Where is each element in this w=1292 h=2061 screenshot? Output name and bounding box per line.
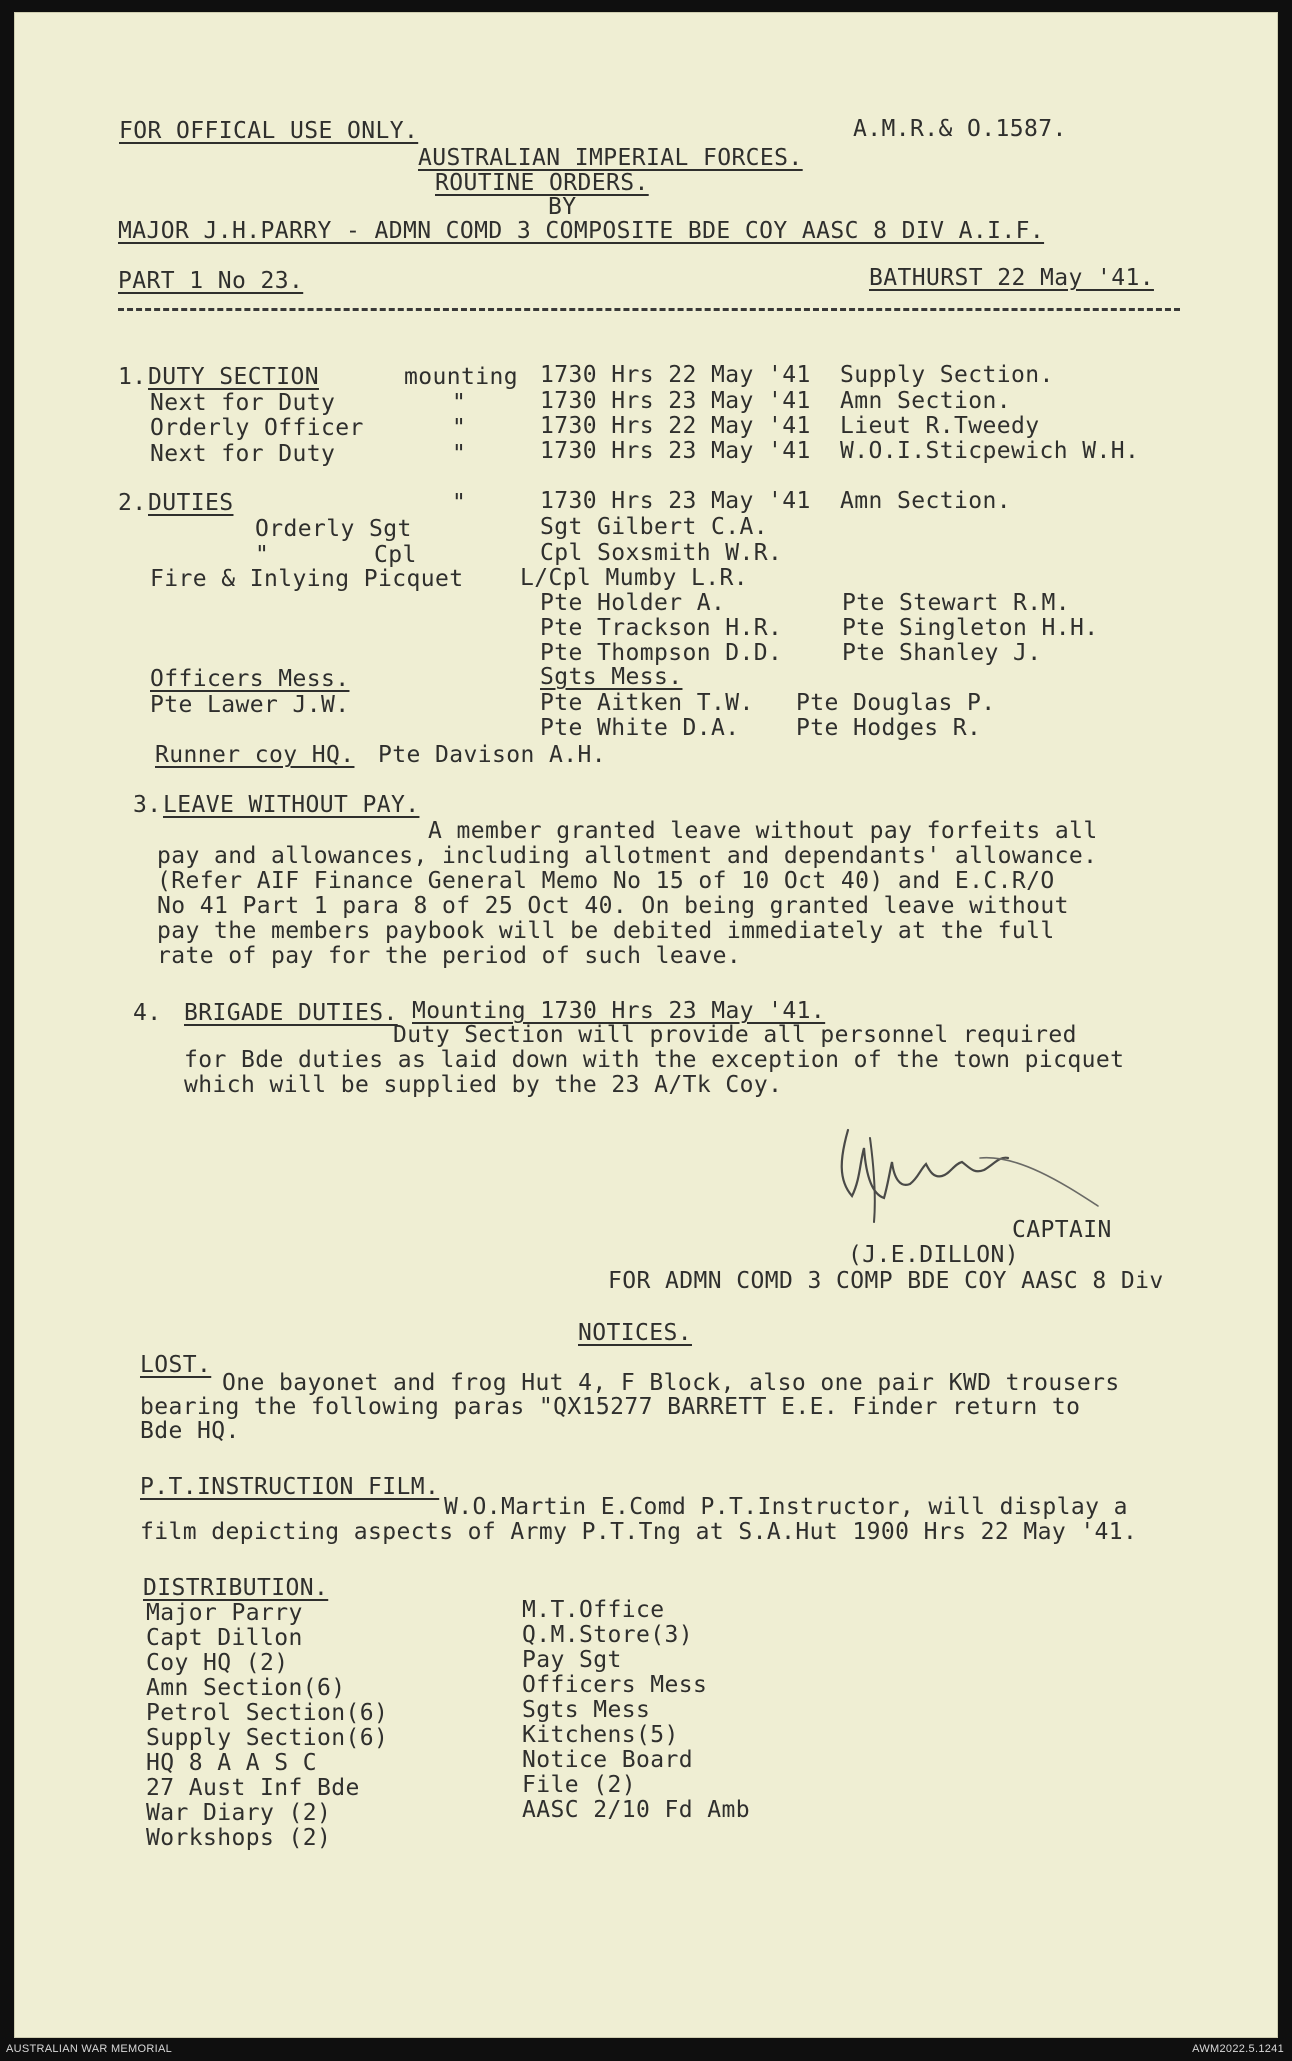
picquet-member: Pte Stewart R.M. (842, 590, 1070, 616)
leave-line: No 41 Part 1 para 8 of 25 Oct 40. On being granted leave without (157, 893, 1069, 919)
issuer-line: MAJOR J.H.PARRY - ADMN COMD 3 COMPOSITE BDE COY AASC 8 DIV A.I.F. (118, 218, 1045, 244)
separator-line (118, 308, 1180, 311)
distribution-item: Petrol Section(6) (146, 1700, 389, 1726)
lost-heading: LOST. (140, 1352, 212, 1378)
title-routine-orders: ROUTINE ORDERS. (435, 170, 649, 196)
picquet-member: Pte Shanley J. (842, 640, 1042, 666)
distribution-item: Workshops (2) (146, 1825, 332, 1851)
sgts-mess-member: Pte White D.A. (540, 715, 740, 741)
official-use-heading: FOR OFFICAL USE ONLY. (119, 118, 419, 144)
sgts-mess-member: Pte Douglas P. (796, 690, 996, 716)
row-label: Orderly Officer (150, 415, 364, 441)
brigade-line: for Bde duties as laid down with the exception of the town picquet (184, 1047, 1125, 1073)
signatory-name: (J.E.DILLON) (848, 1242, 1019, 1268)
assignee: Supply Section. (840, 362, 1054, 388)
picquet-member: Pte Holder A. (540, 590, 726, 616)
picquet-label: Fire & Inlying Picquet (150, 566, 464, 592)
runner-label: Runner coy HQ. (155, 742, 355, 768)
distribution-item: 27 Aust Inf Bde (146, 1775, 360, 1801)
ditto: " (452, 415, 467, 441)
leave-line: pay and allowances, including allotment and dependants' allowance. (157, 843, 1098, 869)
brigade-line: which will be supplied by the 23 A/Tk Coy. (184, 1072, 783, 1098)
orderly-sgt-label: Orderly Sgt (255, 516, 412, 542)
assignee: Lieut R.Tweedy (840, 413, 1040, 439)
time: 1730 Hrs 22 May '41 (540, 362, 811, 388)
section-number: 3. (133, 792, 162, 818)
distribution-item: Supply Section(6) (146, 1725, 389, 1751)
sgts-mess-member: Pte Hodges R. (796, 715, 982, 741)
leave-line: pay the members paybook will be debited immediately at the full (157, 918, 1055, 944)
ditto: " (452, 490, 467, 516)
ditto: mounting (404, 364, 518, 390)
film-heading: P.T.INSTRUCTION FILM. (140, 1474, 440, 1500)
film-line: film depicting aspects of Army P.T.Tng at S.A.Hut 1900 Hrs 22 May '41. (140, 1519, 1138, 1545)
section-number: 2. (118, 490, 147, 516)
distribution-item: Coy HQ (2) (146, 1650, 289, 1676)
section-number: 1. (118, 364, 147, 390)
distribution-item: M.T.Office (522, 1597, 665, 1623)
distribution-item: AASC 2/10 Fd Amb (522, 1797, 750, 1823)
distribution-item: Amn Section(6) (146, 1675, 346, 1701)
lost-line: bearing the following paras "QX15277 BARRETT E.E. Finder return to (140, 1394, 1081, 1420)
picquet-member: Pte Singleton H.H. (842, 615, 1099, 641)
row-label: Next for Duty (150, 441, 336, 467)
section-heading: BRIGADE DUTIES. (184, 1000, 398, 1026)
distribution-item: File (2) (522, 1772, 636, 1798)
cpl: Cpl Soxsmith W.R. (540, 540, 783, 566)
place-date: BATHURST 22 May '41. (869, 265, 1154, 291)
assignee: Amn Section. (840, 388, 1011, 414)
distribution-item: Capt Dillon (146, 1625, 303, 1651)
lost-line: Bde HQ. (140, 1418, 240, 1444)
runner: Pte Davison A.H. (378, 742, 606, 768)
title-forces: AUSTRALIAN IMPERIAL FORCES. (418, 145, 803, 171)
distribution-item: Officers Mess (522, 1672, 708, 1698)
distribution-item: Q.M.Store(3) (522, 1622, 693, 1648)
leave-line: A member granted leave without pay forfeits all (428, 818, 1098, 844)
distribution-item: Notice Board (522, 1747, 693, 1773)
distribution-item: HQ 8 A A S C (146, 1750, 317, 1776)
ditto: " (255, 542, 270, 568)
notices-heading: NOTICES. (578, 1320, 692, 1346)
picquet-member: Pte Trackson H.R. (540, 615, 783, 641)
distribution-item: Sgts Mess (522, 1697, 651, 1723)
film-line: W.O.Martin E.Comd P.T.Instructor, will display a (444, 1494, 1128, 1520)
part-number: PART 1 No 23. (118, 268, 304, 294)
section-heading: DUTY SECTION (148, 364, 319, 390)
signatory-rank: CAPTAIN (1012, 1217, 1112, 1243)
footer-source: AUSTRALIAN WAR MEMORIAL (6, 2043, 173, 2055)
section-heading: LEAVE WITHOUT PAY. (163, 792, 420, 818)
ditto: " (452, 390, 467, 416)
assignee: W.O.I.Sticpewich W.H. (840, 438, 1140, 464)
lost-line: One bayonet and frog Hut 4, F Block, also one pair KWD trousers (222, 1370, 1120, 1396)
leave-line: rate of pay for the period of such leave. (157, 943, 742, 969)
distribution-item: War Diary (2) (146, 1800, 332, 1826)
row-label: Next for Duty (150, 390, 336, 416)
signatory-for-line: FOR ADMN COMD 3 COMP BDE COY AASC 8 Div (608, 1268, 1164, 1294)
brigade-line: Duty Section will provide all personnel required (393, 1022, 1077, 1048)
time: 1730 Hrs 23 May '41 (540, 438, 811, 464)
assignee: Amn Section. (840, 488, 1011, 514)
section-heading: DUTIES (148, 490, 234, 516)
sgts-mess-label: Sgts Mess. (540, 664, 683, 690)
distribution-item: Kitchens(5) (522, 1722, 679, 1748)
orderly-sgt: Sgt Gilbert C.A. (540, 514, 768, 540)
officers-mess-label: Officers Mess. (150, 666, 350, 692)
distribution-item: Pay Sgt (522, 1647, 622, 1673)
reference-number: A.M.R.& O.1587. (853, 116, 1067, 142)
distribution-heading: DISTRIBUTION. (143, 1575, 329, 1601)
cpl-label: Cpl (374, 542, 417, 568)
sgts-mess-member: Pte Aitken T.W. (540, 690, 754, 716)
brigade-mounting: Mounting 1730 Hrs 23 May '41. (412, 998, 826, 1024)
time: 1730 Hrs 22 May '41 (540, 413, 811, 439)
time: 1730 Hrs 23 May '41 (540, 488, 811, 514)
footer-reference: AWM2022.5.1241 (1192, 2043, 1284, 2055)
picquet-lead: L/Cpl Mumby L.R. (520, 565, 748, 591)
picquet-member: Pte Thompson D.D. (540, 640, 783, 666)
title-by: BY (548, 194, 577, 220)
leave-line: (Refer AIF Finance General Memo No 15 of 10 Oct 40) and E.C.R/O (157, 868, 1055, 894)
section-number: 4. (133, 1000, 162, 1026)
distribution-item: Major Parry (146, 1600, 303, 1626)
ditto: " (452, 441, 467, 467)
time: 1730 Hrs 23 May '41 (540, 388, 811, 414)
officers-mess-member: Pte Lawer J.W. (150, 692, 350, 718)
